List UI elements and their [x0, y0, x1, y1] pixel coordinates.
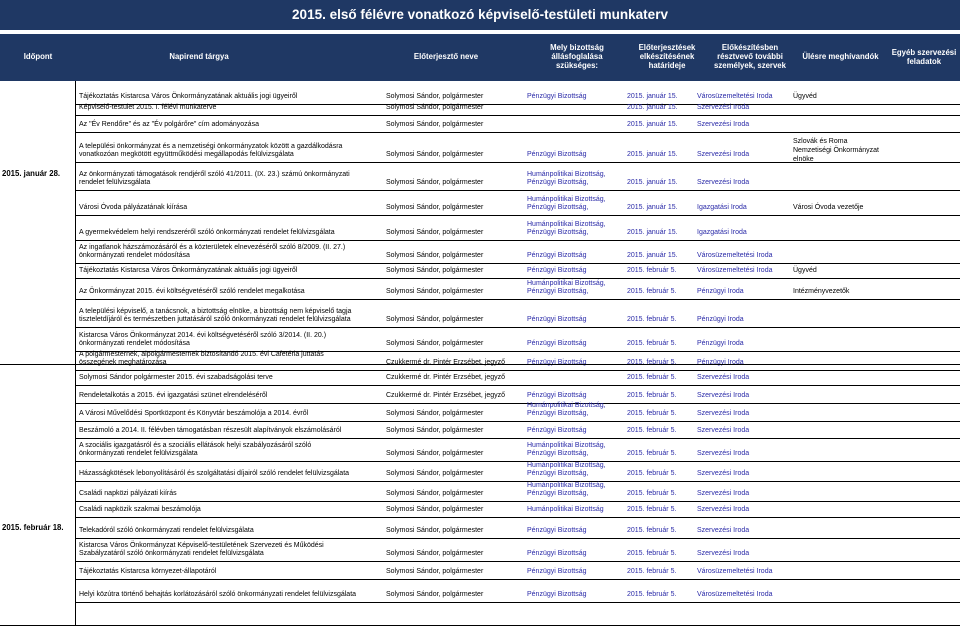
- row-divider: [75, 517, 960, 518]
- cell-prep: Szervezési Iroda: [697, 410, 750, 418]
- cell-presenter: Solymosi Sándor, polgármester: [386, 527, 484, 535]
- row-divider: [75, 190, 960, 191]
- row-divider: [75, 162, 960, 163]
- cell-deadline: 2015. február 5.: [627, 316, 677, 324]
- cell-presenter: Czukkermé dr. Pintér Erzsébet, jegyző: [386, 374, 506, 382]
- cell-presenter: Solymosi Sándor, polgármester: [386, 506, 484, 514]
- row-divider: [75, 538, 960, 539]
- cell-committee: Humánpolitikai Bizottság, Pénzügyi Bizottság,: [527, 220, 606, 237]
- cell-committee: Humánpolitikai Bizottság, Pénzügyi Bizottság,: [527, 461, 606, 478]
- cell-prep: Városüzemeltetési Iroda: [697, 267, 773, 275]
- row-divider: [75, 327, 960, 328]
- cell-presenter: Solymosi Sándor, polgármester: [386, 550, 484, 558]
- cell-deadline: 2015. február 5.: [627, 288, 677, 296]
- table-row: [0, 92, 960, 103]
- cell-presenter: Czukkermé dr. Pintér Erzsébet, jegyző: [386, 359, 506, 367]
- cell-presenter: Solymosi Sándor, polgármester: [386, 104, 484, 112]
- col-header-preparers: Előkészítésben résztvevő további személyek, szervek: [714, 43, 786, 70]
- cell-prep: Szervezési Iroda: [697, 490, 750, 498]
- table-row: [0, 171, 960, 189]
- cell-presenter: Czukkermé dr. Pintér Erzsébet, jegyző: [386, 392, 506, 400]
- row-divider: [75, 481, 960, 482]
- table-row: [0, 564, 960, 578]
- cell-prep: Szervezési Iroda: [697, 450, 750, 458]
- cell-prep: Szervezési Iroda: [697, 121, 750, 129]
- col-header-date: Időpont: [23, 52, 53, 62]
- table-row: [0, 242, 960, 262]
- cell-committee: Pénzügyi Bizottság: [527, 252, 587, 260]
- cell-committee: Pénzügyi Bizottság: [527, 93, 587, 101]
- table-row: [0, 220, 960, 239]
- cell-committee: Pénzügyi Bizottság: [527, 568, 587, 576]
- cell-prep: Szervezési Iroda: [697, 427, 750, 435]
- table-row: [0, 523, 960, 537]
- row-divider: [75, 501, 960, 502]
- row-divider: [75, 561, 960, 562]
- cell-prep: Szervezési Iroda: [697, 374, 750, 382]
- cell-committee: Humánpolitikai Bizottság, Pénzügyi Bizottság,: [527, 170, 606, 187]
- cell-deadline: 2015. január 15.: [627, 252, 678, 260]
- cell-topic: Rendeletalkotás a 2015. évi igazgatási szünet elrendeléséről: [79, 392, 268, 400]
- cell-deadline: 2015. február 5.: [627, 506, 677, 514]
- row-divider: [75, 370, 960, 371]
- cell-topic: Kistarcsa Város Önkormányzat Képviselő-testületének Szervezeti és Működési Szabályzatáról szóló önkormányzati rendelet felülvizsgálata: [79, 541, 324, 558]
- col-header-other: Egyéb szervezési feladatok: [891, 47, 957, 66]
- table-row: [0, 543, 960, 560]
- table-row: [0, 350, 960, 369]
- cell-topic: Solymosi Sándor polgármester 2015. évi szabadságolási terve: [79, 374, 273, 382]
- row-divider: [75, 278, 960, 279]
- cell-presenter: Solymosi Sándor, polgármester: [386, 490, 484, 498]
- cell-presenter: Solymosi Sándor, polgármester: [386, 179, 484, 187]
- cell-deadline: 2015. február 5.: [627, 267, 677, 275]
- table-row: [0, 266, 960, 277]
- cell-deadline: 2015. február 5.: [627, 470, 677, 478]
- cell-committee: Pénzügyi Bizottság: [527, 527, 587, 535]
- cell-deadline: 2015. február 5.: [627, 527, 677, 535]
- col-header-invited: Ülésre meghívandók: [802, 52, 879, 62]
- table-row: [0, 426, 960, 437]
- cell-invited: Városi Óvoda vezetője: [793, 204, 864, 212]
- cell-presenter: Solymosi Sándor, polgármester: [386, 121, 484, 129]
- row-divider: [75, 461, 960, 462]
- cell-committee: Pénzügyi Bizottság: [527, 267, 587, 275]
- cell-prep: Szervezési Iroda: [697, 506, 750, 514]
- cell-presenter: Solymosi Sándor, polgármester: [386, 470, 484, 478]
- cell-prep: Szervezési Iroda: [697, 151, 750, 159]
- cell-committee: Pénzügyi Bizottság: [527, 359, 587, 367]
- group-date: 2015. január 28.: [2, 169, 61, 178]
- cell-topic: Telekadóról szóló önkormányzati rendelet felülvizsgálata: [79, 527, 254, 535]
- cell-presenter: Solymosi Sándor, polgármester: [386, 410, 484, 418]
- col-header-presenter: Előterjesztő neve: [413, 52, 479, 62]
- row-divider: [75, 579, 960, 580]
- col-header-deadline: Előterjesztések elkészítésének határideje: [638, 43, 696, 70]
- cell-invited: Intézményvezetők: [793, 288, 850, 296]
- table-row: [0, 401, 960, 420]
- cell-topic: Házasságkötések lebonyolításáról és szolgáltatási díjairól szóló rendelet felülvizsgálata: [79, 470, 350, 478]
- cell-presenter: Solymosi Sándor, polgármester: [386, 427, 484, 435]
- table-row: [0, 391, 960, 402]
- cell-topic: Képviselő-testület 2015. I. félévi munkaterve: [79, 104, 217, 112]
- row-divider: [75, 263, 960, 264]
- table-row: [0, 279, 960, 298]
- cell-presenter: Solymosi Sándor, polgármester: [386, 229, 484, 237]
- cell-deadline: 2015. február 5.: [627, 490, 677, 498]
- cell-prep: Városüzemeltetési Iroda: [697, 252, 773, 260]
- table-row: [0, 443, 960, 460]
- table-row: [0, 481, 960, 500]
- cell-committee: Pénzügyi Bizottság: [527, 340, 587, 348]
- cell-topic: A szociális igazgatásról és a szociális ellátások helyi szabályozásáról szóló önkormányzati rendelet felülvizsgálata: [79, 441, 312, 458]
- cell-topic: A települési képviselő, a tanácsnok, a biztottság elnöke, a bizottság nem képviselő tagja tiszteletdíjáról és természetben juttatásáról szóló önkormányzati rendelet felülvizsgálata: [79, 307, 352, 324]
- cell-topic: Helyi közútra történő behajtás korlátozásáról szóló önkormányzati rendelet felülvizsgálata: [79, 591, 357, 599]
- cell-deadline: 2015. január 15.: [627, 121, 678, 129]
- cell-topic: Tájékoztatás Kistarcsa Város Önkormányzatának aktuális jogi ügyeiről: [79, 93, 298, 101]
- cell-committee: Humánpolitikai Bizottság, Pénzügyi Bizottság,: [527, 279, 606, 296]
- cell-prep: Szervezési Iroda: [697, 470, 750, 478]
- cell-deadline: 2015. február 5.: [627, 359, 677, 367]
- cell-presenter: Solymosi Sándor, polgármester: [386, 316, 484, 324]
- cell-deadline: 2015. február 5.: [627, 340, 677, 348]
- row-divider: [75, 438, 960, 439]
- cell-prep: Pénzügyi Iroda: [697, 288, 744, 296]
- cell-topic: Családi napközi pályázati kiírás: [79, 490, 177, 498]
- cell-deadline: 2015. február 5.: [627, 550, 677, 558]
- table-row: [0, 306, 960, 326]
- cell-prep: Szervezési Iroda: [697, 179, 750, 187]
- cell-presenter: Solymosi Sándor, polgármester: [386, 93, 484, 101]
- cell-topic: Az önkormányzati támogatások rendjéről szóló 41/2011. (IX. 23.) számú önkormányzati rendelet felülvizsgálata: [79, 170, 350, 187]
- table-row: [0, 138, 960, 163]
- cell-deadline: 2015. január 15.: [627, 204, 678, 212]
- cell-topic: Városi Óvoda pályázatának kiírása: [79, 204, 188, 212]
- cell-deadline: 2015. február 5.: [627, 410, 677, 418]
- row-divider: [75, 299, 960, 300]
- date-divider: [75, 81, 76, 626]
- row-divider: [75, 602, 960, 603]
- cell-topic: Kistarcsa Város Önkormányzat 2014. évi költségvetéséről szóló 3/2014. (II. 20.) önkormányzati rendelet módosítása: [79, 331, 327, 348]
- cell-presenter: Solymosi Sándor, polgármester: [386, 340, 484, 348]
- cell-committee: Pénzügyi Bizottság: [527, 427, 587, 435]
- row-divider: [75, 421, 960, 422]
- cell-committee: Humánpolitikai Bizottság, Pénzügyi Bizottság,: [527, 401, 606, 418]
- cell-invited: Szlovák és Roma Nemzetiségi Önkormányzat elnöke: [793, 138, 879, 163]
- cell-topic: A polgármesternek, alpolgármesternek biztosítandó 2015. évi Cafetéria juttatás összegének meghatározása: [79, 350, 324, 367]
- table-row: [0, 461, 960, 480]
- cell-topic: A gyermekvédelem helyi rendszeréről szóló önkormányzati rendelet felülvizsgálata: [79, 229, 335, 237]
- table-row: [0, 505, 960, 516]
- table-row: [0, 120, 960, 131]
- cell-topic: Beszámoló a 2014. II. félévben támogatásban részesült alapítványok elszámolásáról: [79, 427, 342, 435]
- cell-prep: Pénzügyi Iroda: [697, 359, 744, 367]
- cell-prep: Szervezési Iroda: [697, 392, 750, 400]
- table-row: [0, 373, 960, 384]
- row-divider: [75, 385, 960, 386]
- cell-deadline: 2015. február 5.: [627, 374, 677, 382]
- row-divider: [75, 215, 960, 216]
- cell-invited: Ügyvéd: [793, 93, 817, 101]
- cell-prep: Szervezési Iroda: [697, 104, 750, 112]
- cell-committee: Pénzügyi Bizottság: [527, 392, 587, 400]
- cell-committee: Pénzügyi Bizottság: [527, 316, 587, 324]
- row-divider: [75, 403, 960, 404]
- cell-presenter: Solymosi Sándor, polgármester: [386, 252, 484, 260]
- cell-deadline: 2015. február 5.: [627, 392, 677, 400]
- cell-presenter: Solymosi Sándor, polgármester: [386, 568, 484, 576]
- row-divider: [75, 132, 960, 133]
- cell-prep: Igazgatási Iroda: [697, 204, 747, 212]
- cell-presenter: Solymosi Sándor, polgármester: [386, 288, 484, 296]
- cell-prep: Szervezési Iroda: [697, 527, 750, 535]
- table-row: [0, 103, 960, 114]
- cell-deadline: 2015. január 15.: [627, 93, 678, 101]
- group-date: 2015. február 18.: [2, 523, 64, 532]
- table-row: [0, 587, 960, 601]
- page-title: 2015. első félévre vonatkozó képviselő-testületi munkaterv: [0, 0, 960, 30]
- table-header: [0, 34, 960, 81]
- cell-prep: Pénzügyi Iroda: [697, 340, 744, 348]
- row-divider: [75, 240, 960, 241]
- cell-presenter: Solymosi Sándor, polgármester: [386, 450, 484, 458]
- cell-committee: Humánpolitikai Bizottság, Pénzügyi Bizottság,: [527, 195, 606, 212]
- col-header-committee: Mely bizottság állásfoglalása szükséges:: [550, 43, 604, 70]
- row-divider: [75, 115, 960, 116]
- cell-presenter: Solymosi Sándor, polgármester: [386, 591, 484, 599]
- cell-deadline: 2015. február 5.: [627, 591, 677, 599]
- cell-deadline: 2015. január 15.: [627, 229, 678, 237]
- table-row: [0, 195, 960, 214]
- cell-deadline: 2015. február 5.: [627, 568, 677, 576]
- cell-presenter: Solymosi Sándor, polgármester: [386, 267, 484, 275]
- cell-committee: Humánpolitikai Bizottság, Pénzügyi Bizottság,: [527, 441, 606, 458]
- cell-presenter: Solymosi Sándor, polgármester: [386, 151, 484, 159]
- cell-prep: Szervezési Iroda: [697, 550, 750, 558]
- cell-presenter: Solymosi Sándor, polgármester: [386, 204, 484, 212]
- cell-topic: Az "Év Rendőre" és az "Év polgárőre" cím adományozása: [79, 121, 259, 129]
- cell-deadline: 2015. február 5.: [627, 427, 677, 435]
- cell-prep: Pénzügyi Iroda: [697, 316, 744, 324]
- cell-topic: Családi napközik szakmai beszámolója: [79, 506, 201, 514]
- cell-committee: Humánpolitikai Bizottság: [527, 506, 604, 514]
- cell-topic: A települési önkormányzat és a nemzetiségi önkormányzatok között a gazdálkodásra vonatkozóan megkötött együttműködési megállapodás felülvizsgálata: [79, 142, 343, 159]
- cell-invited: Ügyvéd: [793, 267, 817, 275]
- cell-topic: Tájékoztatás Kistarcsa Város Önkormányzatának aktuális jogi ügyeiről: [79, 267, 298, 275]
- cell-deadline: 2015. január 15.: [627, 151, 678, 159]
- cell-topic: A Városi Művelődési Sportközpont és Könyvtár beszámolója a 2014. évről: [79, 410, 309, 418]
- cell-deadline: 2015. január 15.: [627, 179, 678, 187]
- cell-topic: Tájékoztatás Kistarcsa környezet-állapotáról: [79, 568, 217, 576]
- cell-deadline: 2015. február 5.: [627, 450, 677, 458]
- cell-committee: Pénzügyi Bizottság: [527, 550, 587, 558]
- cell-prep: Városüzemeltetési Iroda: [697, 93, 773, 101]
- cell-prep: Igazgatási Iroda: [697, 229, 747, 237]
- cell-committee: Pénzügyi Bizottság: [527, 591, 587, 599]
- cell-topic: Az ingatlanok házszámozásáról és a közterületek elnevezéséről szóló 8/2009. (II. 27.) önkormányzati rendelet módosítása: [79, 243, 346, 260]
- cell-prep: Városüzemeltetési Iroda: [697, 568, 773, 576]
- cell-committee: Pénzügyi Bizottság: [527, 151, 587, 159]
- group-divider: [0, 364, 960, 365]
- cell-prep: Városüzemeltetési Iroda: [697, 591, 773, 599]
- col-header-topic: Napirend tárgya: [169, 52, 229, 62]
- cell-topic: Az Önkormányzat 2015. évi költségvetéséről szóló rendelet megalkotása: [79, 288, 305, 296]
- cell-deadline: 2015. január 15.: [627, 104, 678, 112]
- table-row: [0, 333, 960, 350]
- cell-committee: Humánpolitikai Bizottság, Pénzügyi Bizottság,: [527, 481, 606, 498]
